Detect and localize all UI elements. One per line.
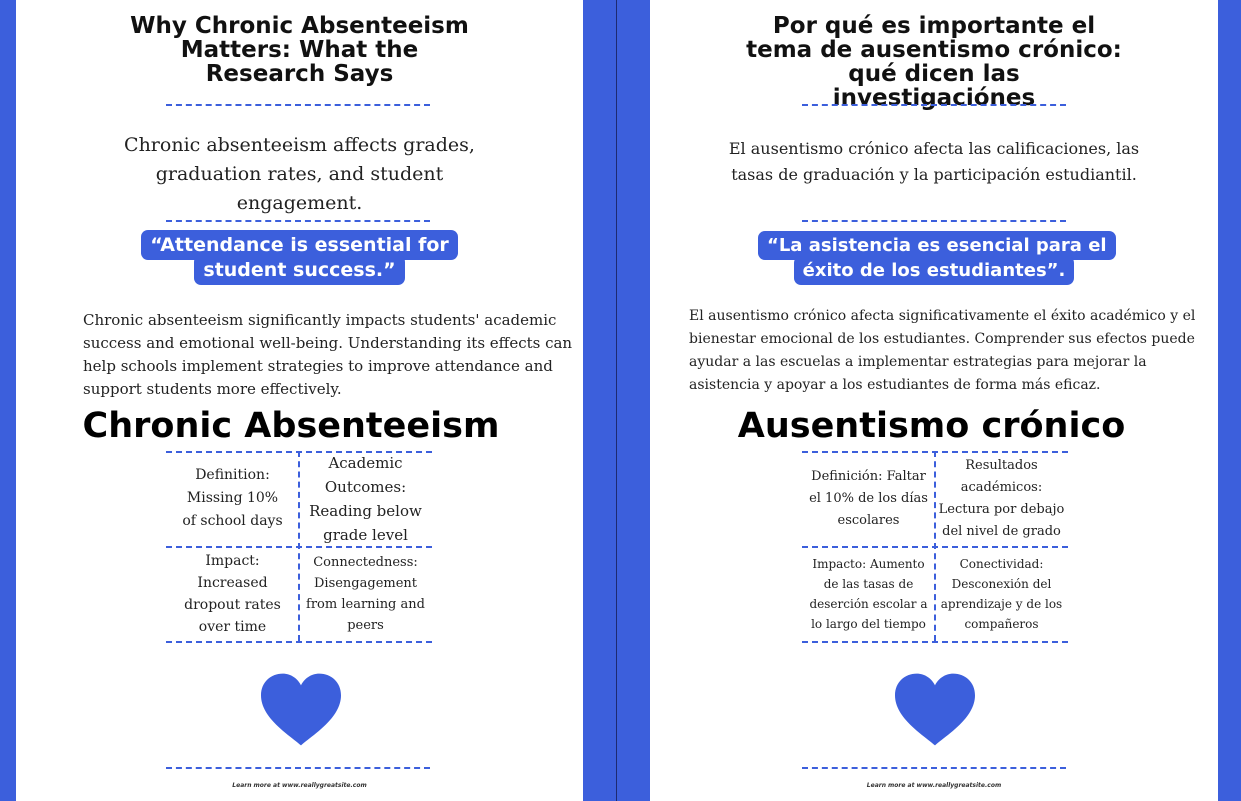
- intro-text: Chronic absenteeism affects grades, graduation rates, and student engagement.: [124, 134, 475, 214]
- divider: [802, 220, 1066, 222]
- grid-cell-definition: Definition: Missing 10% of school days: [182, 467, 283, 529]
- divider: [166, 104, 430, 106]
- grid-cell-impact: Impacto: Aumento de las tasas de deserción escolar a lo largo del tiempo: [809, 556, 928, 631]
- quote-block: [16, 233, 583, 283]
- grid-cell-connectedness: Conectividad: Desconexión del aprendizaje y de los compañeros: [940, 556, 1063, 631]
- quote-text: “Attendance is essential for student success.”: [141, 230, 458, 285]
- body-paragraph: Chronic absenteeism significantly impacts students' academic success and emotional well-being. Understanding its effects can help schools implement strategies to improve attendance and support students more effectively.: [83, 311, 573, 398]
- quote-text: “La asistencia es esencial para el éxito de los estudiantes”.: [758, 231, 1116, 285]
- grid-cell-connectedness: Connectedness: Disengagement from learning and peers: [306, 554, 425, 633]
- quote-block: [650, 233, 1218, 283]
- footer-link[interactable]: Learn more at www.reallygreatsite.com: [232, 782, 367, 789]
- section-title: Chronic Absenteeism: [82, 406, 500, 446]
- english-page: [16, 0, 583, 801]
- info-grid: [802, 451, 1068, 641]
- grid-cell-academic-outcomes: Academic Outcomes: Reading below grade level: [309, 453, 422, 544]
- footer-link[interactable]: Learn more at www.reallygreatsite.com: [866, 782, 1002, 789]
- heart-icon: [893, 672, 977, 747]
- grid-cell-impact: Impact: Increased dropout rates over time: [184, 552, 281, 635]
- spanish-page: [650, 0, 1218, 801]
- grid-line: [166, 641, 432, 643]
- grid-line: [802, 641, 1068, 643]
- page-gap-line: [616, 0, 617, 801]
- divider: [802, 767, 1066, 769]
- intro-text: El ausentismo crónico afecta las calificaciones, las tasas de graduación y la participación estudiantil.: [728, 139, 1140, 184]
- section-title: Ausentismo crónico: [737, 406, 1126, 446]
- grid-cell-definition: Definición: Faltar el 10% de los días escolares: [809, 468, 928, 528]
- page-title: Por qué es importante el tema de ausentismo crónico: qué dicen las investigaciónes: [746, 13, 1122, 111]
- divider: [166, 220, 430, 222]
- divider: [802, 104, 1066, 106]
- divider: [166, 767, 430, 769]
- page-title: Why Chronic Absenteeism Matters: What the Research Says: [130, 13, 469, 87]
- info-grid: [166, 451, 432, 641]
- heart-icon: [259, 672, 343, 747]
- grid-cell-academic-outcomes: Resultados académicos: Lectura por debajo del nivel de grado: [938, 457, 1065, 539]
- body-paragraph: El ausentismo crónico afecta significativamente el éxito académico y el bienestar emocional de los estudiantes. Comprender sus efectos puede ayudar a las escuelas a implementar estrategias para mejorar la asistencia y apoyar a los estudiantes de forma más eficaz.: [689, 308, 1196, 393]
